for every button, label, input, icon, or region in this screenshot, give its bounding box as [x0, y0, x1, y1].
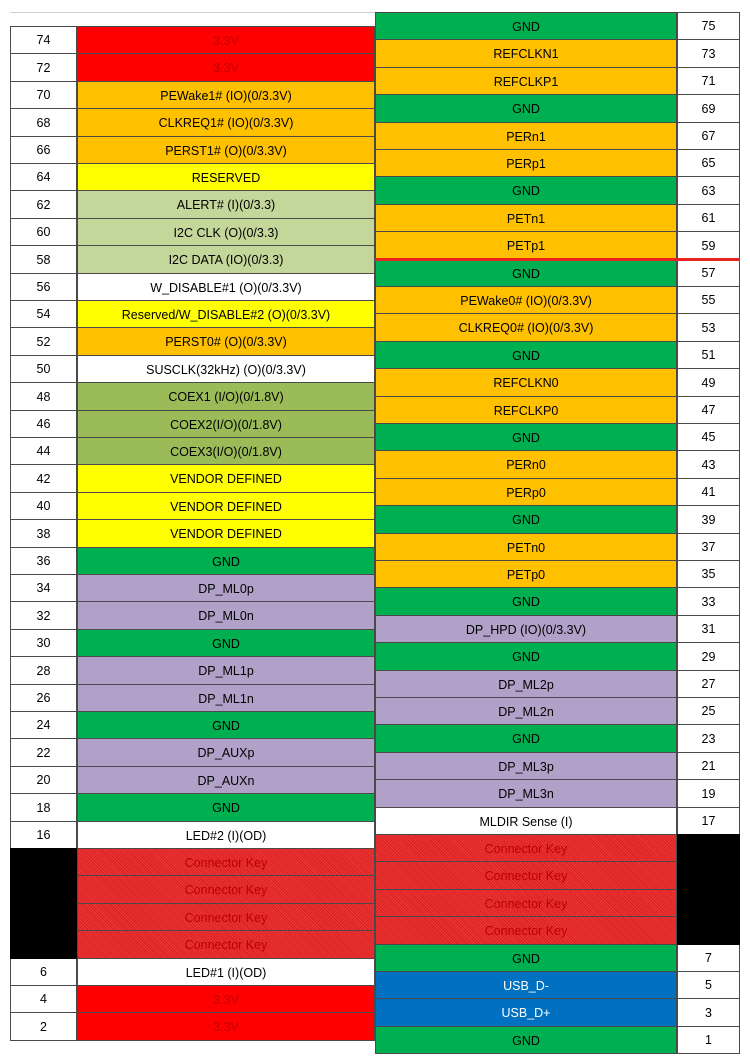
- left-pin-signal: DP_AUXp: [77, 738, 375, 767]
- right-pin-number: 29: [677, 642, 740, 671]
- left-pin-signal: SUSCLK(32kHz) (O)(0/3.3V): [77, 355, 375, 383]
- right-pin-signal: GND: [375, 176, 677, 205]
- left-pin-signal: 3.3V: [77, 26, 375, 54]
- left-pin-signal: 3.3V: [77, 53, 375, 82]
- left-pin-signal: COEX2(I/O)(0/1.8V): [77, 410, 375, 438]
- right-pin-number: 43: [677, 450, 740, 479]
- right-pin-number: 59: [677, 231, 740, 260]
- right-connector-key: Connector Key: [375, 916, 677, 945]
- right-pin-signal: GND: [375, 94, 677, 123]
- left-pin-number: 68: [10, 108, 77, 137]
- left-pin-signal: DP_ML0p: [77, 574, 375, 602]
- right-pin-number: 37: [677, 533, 740, 561]
- left-pin-signal: PEWake1# (IO)(0/3.3V): [77, 81, 375, 109]
- left-pin-number: 30: [10, 629, 77, 657]
- right-pin-number: 47: [677, 396, 740, 424]
- right-pin-number: 57: [677, 259, 740, 287]
- left-pin-signal: LED#1 (I)(OD): [77, 958, 375, 986]
- right-pin-number: 5: [677, 971, 740, 999]
- right-pin-signal: PEWake0# (IO)(0/3.3V): [375, 286, 677, 314]
- left-pin-number: 56: [10, 273, 77, 301]
- right-pin-signal: PETn1: [375, 204, 677, 232]
- right-pin-signal: DP_ML3p: [375, 752, 677, 780]
- left-pin-number: 52: [10, 327, 77, 356]
- right-pin-number: 61: [677, 204, 740, 232]
- right-pin-signal: PETp0: [375, 560, 677, 588]
- left-pin-number: 4: [10, 985, 77, 1013]
- left-pin-number: 40: [10, 492, 77, 520]
- right-pin-signal: REFCLKP1: [375, 67, 677, 95]
- left-pin-number: 36: [10, 547, 77, 575]
- right-pin-number: 65: [677, 149, 740, 177]
- right-pin-number: 21: [677, 752, 740, 780]
- right-pin-number: 25: [677, 697, 740, 725]
- right-pin-number: 17: [677, 807, 740, 835]
- left-pin-signal: GND: [77, 793, 375, 822]
- left-pin-signal: 3.3V: [77, 985, 375, 1013]
- right-pin-signal: GND: [375, 724, 677, 753]
- left-pin-signal: 3.3V: [77, 1012, 375, 1041]
- right-connector-key: Connector Key: [375, 834, 677, 862]
- right-pin-signal: USB_D-: [375, 971, 677, 999]
- left-pin-number: 16: [10, 821, 77, 849]
- right-pin-number: 67: [677, 122, 740, 150]
- left-pin-number: 42: [10, 464, 77, 493]
- left-pin-number: 38: [10, 519, 77, 548]
- right-pin-signal: PETp1: [375, 231, 677, 260]
- left-connector-key: Connector Key: [77, 930, 375, 959]
- left-pin-number: 50: [10, 355, 77, 383]
- left-pin-signal: I2C DATA (IO)(0/3.3): [77, 245, 375, 274]
- left-pin-signal: VENDOR DEFINED: [77, 519, 375, 548]
- left-pin-number: 46: [10, 410, 77, 438]
- right-pin-signal: PERp0: [375, 478, 677, 506]
- left-pin-signal: COEX3(I/O)(0/1.8V): [77, 437, 375, 465]
- right-pin-number: 39: [677, 505, 740, 534]
- right-pin-signal: GND: [375, 259, 677, 287]
- left-connector-key: Connector Key: [77, 848, 375, 876]
- left-pin-number: 22: [10, 738, 77, 767]
- left-pin-number: 44: [10, 437, 77, 465]
- left-pin-signal: W_DISABLE#1 (O)(0/3.3V): [77, 273, 375, 301]
- left-pin-number: 64: [10, 163, 77, 191]
- right-pin-signal: DP_ML3n: [375, 779, 677, 808]
- left-pin-signal: PERST1# (O)(0/3.3V): [77, 136, 375, 164]
- right-pin-number: 33: [677, 587, 740, 616]
- left-pin-number: 62: [10, 190, 77, 219]
- left-pin-number: 20: [10, 766, 77, 794]
- left-connector-key: Connector Key: [77, 903, 375, 931]
- left-connector-key: Connector Key: [77, 875, 375, 904]
- right-pin-signal: GND: [375, 944, 677, 972]
- right-pin-signal: GND: [375, 642, 677, 671]
- left-pin-signal: CLKREQ1# (IO)(0/3.3V): [77, 108, 375, 137]
- left-key-black-block: [10, 848, 77, 959]
- right-pin-number: 49: [677, 368, 740, 397]
- right-pin-signal: GND: [375, 587, 677, 616]
- left-pin-number: 66: [10, 136, 77, 164]
- right-pin-signal: PETn0: [375, 533, 677, 561]
- right-pin-number: 75: [677, 12, 740, 40]
- right-pin-number: 27: [677, 670, 740, 698]
- right-pin-signal: GND: [375, 423, 677, 451]
- left-pin-number: 26: [10, 684, 77, 712]
- right-pin-number: 7: [677, 944, 740, 972]
- right-pin-number: 63: [677, 176, 740, 205]
- right-pin-number: 1: [677, 1026, 740, 1054]
- right-pin-signal: PERn0: [375, 450, 677, 479]
- right-pin-signal: DP_ML2p: [375, 670, 677, 698]
- left-pin-number: 74: [10, 26, 77, 54]
- section-divider-line: [375, 258, 740, 261]
- right-pin-signal: GND: [375, 505, 677, 534]
- left-pin-number: 18: [10, 793, 77, 822]
- right-pin-signal: PERp1: [375, 149, 677, 177]
- left-pin-signal: DP_ML1p: [77, 656, 375, 685]
- left-pin-signal: DP_ML0n: [77, 601, 375, 630]
- right-pin-number: 53: [677, 313, 740, 342]
- left-pin-signal: ALERT# (I)(0/3.3): [77, 190, 375, 219]
- left-pin-number: 72: [10, 53, 77, 82]
- left-pin-signal: DP_ML1n: [77, 684, 375, 712]
- left-pin-signal: I2C CLK (O)(0/3.3): [77, 218, 375, 246]
- left-pin-number: 24: [10, 711, 77, 739]
- right-pin-signal: DP_ML2n: [375, 697, 677, 725]
- right-connector-key: Connector Key: [375, 861, 677, 890]
- left-pin-signal: VENDOR DEFINED: [77, 492, 375, 520]
- left-pin-number: 2: [10, 1012, 77, 1041]
- right-pin-signal: DP_HPD (IO)(0/3.3V): [375, 615, 677, 643]
- right-pin-number: 51: [677, 341, 740, 369]
- right-pin-signal: MLDIR Sense (I): [375, 807, 677, 835]
- right-pin-number: 3: [677, 998, 740, 1027]
- right-pin-signal: GND: [375, 12, 677, 40]
- right-pin-signal: GND: [375, 341, 677, 369]
- left-pin-number: 28: [10, 656, 77, 685]
- right-pin-number: 71: [677, 67, 740, 95]
- left-pin-signal: COEX1 (I/O)(0/1.8V): [77, 382, 375, 411]
- right-pin-number: 35: [677, 560, 740, 588]
- right-pin-number: 31: [677, 615, 740, 643]
- right-pin-signal: REFCLKP0: [375, 396, 677, 424]
- right-connector-key: Connector Key: [375, 889, 677, 917]
- right-pin-number: 69: [677, 94, 740, 123]
- left-pin-signal: LED#2 (I)(OD): [77, 821, 375, 849]
- right-pin-number: 23: [677, 724, 740, 753]
- left-pin-signal: GND: [77, 711, 375, 739]
- right-pin-signal: REFCLKN1: [375, 39, 677, 68]
- right-pin-number: 41: [677, 478, 740, 506]
- right-pin-signal: GND: [375, 1026, 677, 1054]
- right-pin-signal: USB_D+: [375, 998, 677, 1027]
- left-pin-signal: RESERVED: [77, 163, 375, 191]
- left-pin-signal: VENDOR DEFINED: [77, 464, 375, 493]
- left-pin-number: 70: [10, 81, 77, 109]
- right-pin-signal: CLKREQ0# (IO)(0/3.3V): [375, 313, 677, 342]
- right-pin-number: 45: [677, 423, 740, 451]
- left-pin-number: 6: [10, 958, 77, 986]
- left-pin-signal: GND: [77, 547, 375, 575]
- left-pin-number: 54: [10, 300, 77, 328]
- left-pin-signal: Reserved/W_DISABLE#2 (O)(0/3.3V): [77, 300, 375, 328]
- right-pin-signal: REFCLKN0: [375, 368, 677, 397]
- left-pin-number: 48: [10, 382, 77, 411]
- right-pin-number: 55: [677, 286, 740, 314]
- right-pin-number: 19: [677, 779, 740, 808]
- left-pin-number: 60: [10, 218, 77, 246]
- left-pin-number: 34: [10, 574, 77, 602]
- left-pin-signal: GND: [77, 629, 375, 657]
- right-pin-signal: PERn1: [375, 122, 677, 150]
- left-pin-signal: PERST0# (O)(0/3.3V): [77, 327, 375, 356]
- right-pin-number: 73: [677, 39, 740, 68]
- left-pin-signal: DP_AUXn: [77, 766, 375, 794]
- right-key-black-block: [677, 834, 740, 945]
- left-pin-number: 32: [10, 601, 77, 630]
- left-pin-number: 58: [10, 245, 77, 274]
